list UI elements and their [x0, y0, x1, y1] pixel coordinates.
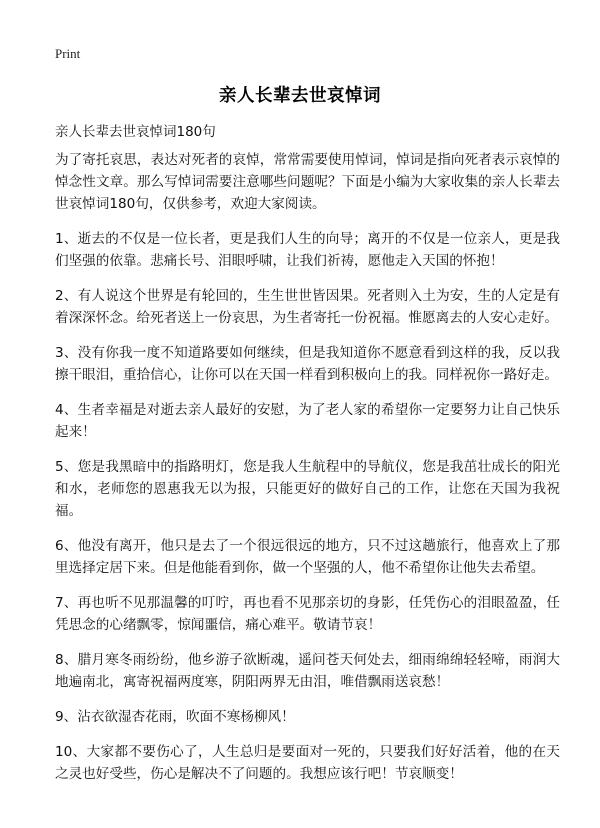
list-item: 6、他没有离开，他只是去了一个很远很远的地方，只不过这趟旅行，他喜欢上了那里选择定居下来。但是他能看到你，做一个坚强的人，他不希望你让他失去希望。: [55, 538, 560, 576]
list-item: 9、沾衣欲湿杏花雨，吹面不寒杨柳风！: [55, 709, 295, 725]
list-item: 2、有人说这个世界是有轮回的，生生世世皆因果。死者则入土为安，生的人定是有着深深怀念。给死者送上一份哀思，为生者寄托一份祝福。惟愿离去的人安心走好。: [55, 288, 560, 326]
list-item: 10、大家都不要伤心了，人生总归是要面对一死的，只要我们好好活着，他的在天之灵也好受些，伤心是解决不了问题的。我想应该行吧！节哀顺变！: [55, 744, 560, 782]
list-item: 7、再也听不见那温馨的叮咛，再也看不见那亲切的身影，任凭伤心的泪眼盈盈，任凭思念的心绪飘零，惊闻噩信，痛心难平。敬请节哀！: [55, 595, 560, 633]
intro-paragraph: 为了寄托哀思，表达对死者的哀悼，常常需要使用悼词，悼词是指向死者表示哀悼的悼念性文章。那么写悼词需要注意哪些问题呢？下面是小编为大家收集的亲人长辈去世哀悼词180句，仅供参考，欢迎大家阅读。: [55, 152, 560, 212]
list-item: 1、逝去的不仅是一位长者，更是我们人生的向导；离开的不仅是一位亲人，更是我们坚强的依靠。悲痛长号、泪眼呼啸，让我们祈祷，愿他走入天国的怀抱！: [55, 231, 560, 269]
list-item: 4、生者幸福是对逝去亲人最好的安慰，为了老人家的希望你一定要努力让自己快乐起来！: [55, 402, 560, 440]
list-item: 5、您是我黑暗中的指路明灯，您是我人生航程中的导航仪，您是我茁壮成长的阳光和水，老师您的恩惠我无以为报，只能更好的做好自己的工作，让您在天国为我祝福。: [55, 459, 560, 519]
article-body: [55, 149, 560, 798]
list-item: 8、腊月寒冬雨纷纷，他乡游子欲断魂，遥问苍天何处去，细雨绵绵轻轻啼，雨润大地遍南北，寓寄祝福两度寒，阴阳两界无由泪，唯借飘雨送哀愁！: [55, 652, 560, 690]
list-item: 3、没有你我一度不知道路要如何继续，但是我知道你不愿意看到这样的我，反以我擦干眼泪，重拾信心，让你可以在天国一样看到积极向上的我。同样祝你一路好走。: [55, 345, 560, 383]
print-link[interactable]: Print: [55, 46, 81, 61]
page-title: 亲人长辈去世哀悼词: [219, 86, 381, 106]
page-subtitle: 亲人长辈去世哀悼词180句: [55, 124, 216, 140]
